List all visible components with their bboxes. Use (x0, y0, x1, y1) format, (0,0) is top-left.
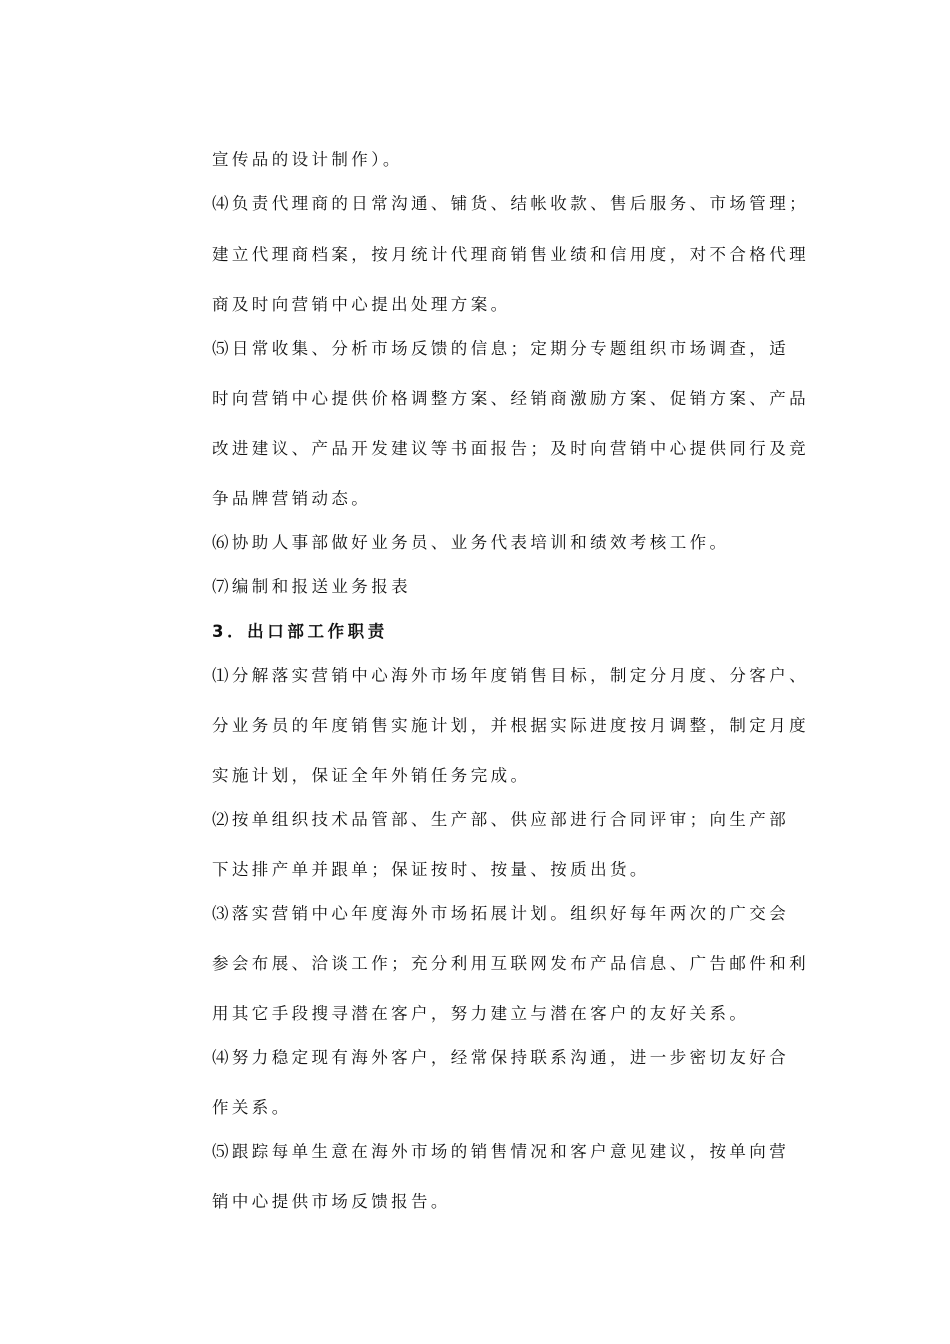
text-line: 改进建议、产品开发建议等书面报告；及时向营销中心提供同行及竞 (212, 439, 809, 458)
text-line: 宣传品的设计制作）。 (212, 150, 403, 169)
list-item-2: ⑵按单组织技术品管部、生产部、供应部进行合同评审；向生产部 (212, 810, 790, 829)
text-line: 时向营销中心提供价格调整方案、经销商激励方案、促销方案、产品 (212, 389, 809, 408)
text-line: 用其它手段搜寻潜在客户，努力建立与潜在客户的友好关系。 (212, 1004, 750, 1023)
text-line: 商及时向营销中心提出处理方案。 (212, 295, 511, 314)
list-item-4b: ⑷努力稳定现有海外客户，经常保持联系沟通，进一步密切友好合 (212, 1048, 790, 1067)
list-item-5: ⑸日常收集、分析市场反馈的信息；定期分专题组织市场调查，适 (212, 339, 790, 358)
list-item-6: ⑹协助人事部做好业务员、业务代表培训和绩效考核工作。 (212, 533, 730, 552)
text-line: 争品牌营销动态。 (212, 489, 372, 508)
text-line: 参会布展、洽谈工作；充分利用互联网发布产品信息、广告邮件和利 (212, 954, 809, 973)
text-line: 作关系。 (212, 1098, 292, 1117)
text-line: 下达排产单并跟单；保证按时、按量、按质出货。 (212, 860, 650, 879)
list-item-7: ⑺编制和报送业务报表 (212, 577, 411, 596)
text-line: 分业务员的年度销售实施计划，并根据实际进度按月调整，制定月度 (212, 716, 809, 735)
list-item-5b: ⑸跟踪每单生意在海外市场的销售情况和客户意见建议，按单向营 (212, 1142, 790, 1161)
list-item-1: ⑴分解落实营销中心海外市场年度销售目标，制定分月度、分客户、 (212, 666, 809, 685)
text-line: 实施计划，保证全年外销任务完成。 (212, 766, 531, 785)
list-item-3: ⑶落实营销中心年度海外市场拓展计划。组织好每年两次的广交会 (212, 904, 790, 923)
list-item-4: ⑷负责代理商的日常沟通、铺货、结帐收款、售后服务、市场管理； (212, 194, 809, 213)
text-line: 销中心提供市场反馈报告。 (212, 1192, 451, 1211)
text-line: 建立代理商档案，按月统计代理商销售业绩和信用度，对不合格代理 (212, 245, 809, 264)
section-heading: 3．出口部工作职责 (212, 622, 388, 641)
